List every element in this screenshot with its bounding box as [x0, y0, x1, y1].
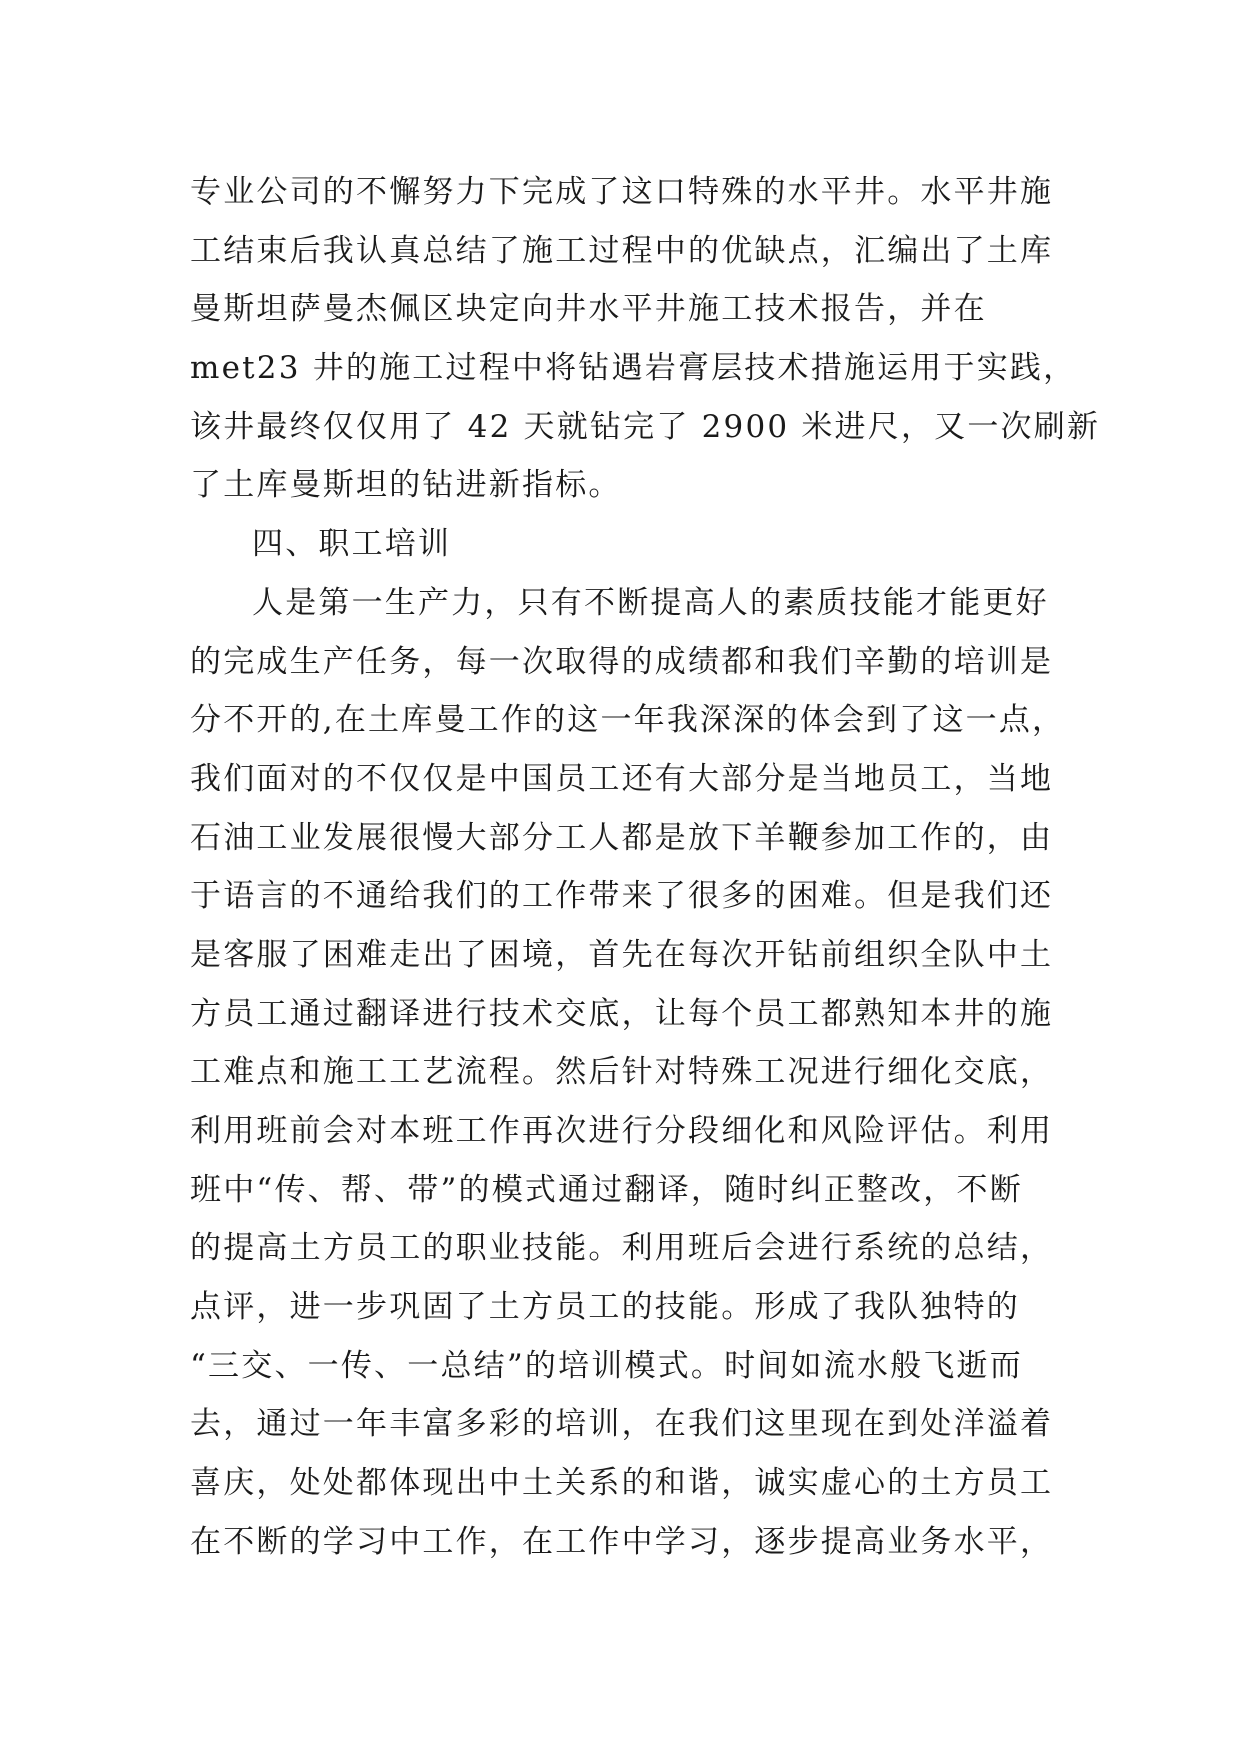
- text-line: 的提高土方员工的职业技能。利用班后会进行系统的总结，: [190, 1230, 1054, 1267]
- text-line: 利用班前会对本班工作再次进行分段细化和风险评估。利用: [190, 1113, 1054, 1149]
- text-line: met23 井的施工过程中将钻遇岩膏层技术措施运用于实践，: [190, 350, 1077, 387]
- text-line: 专业公司的不懈努力下完成了这口特殊的水平井。水平井施: [190, 174, 1054, 210]
- text-line: 我们面对的不仅仅是中国员工还有大部分是当地员工，当地: [190, 760, 1054, 797]
- text-line: 该井最终仅仅用了 42 天就钻完了 2900 米进尺，又一次刷新: [190, 408, 1101, 445]
- document-body: [190, 163, 1101, 1572]
- text-line: 分不开的,在土库曼工作的这一年我深深的体会到了这一点，: [190, 702, 1066, 739]
- text-line: 人是第一生产力，只有不断提高人的素质技能才能更好: [252, 584, 1049, 621]
- paragraph-2: [190, 574, 1070, 1572]
- text-line: 是客服了困难走出了困境，首先在每次开钻前组织全队中土: [190, 936, 1054, 973]
- text-line: “三交、一传、一总结”的培训模式。时间如流水般飞逝而: [190, 1347, 1023, 1384]
- text-line: 在不断的学习中工作，在工作中学习，逐步提高业务水平，: [190, 1523, 1054, 1560]
- text-line: 班中“传、帮、带”的模式通过翻译，随时纠正整改，不断: [190, 1171, 1023, 1208]
- text-line: 工难点和施工工艺流程。然后针对特殊工况进行细化交底，: [190, 1054, 1054, 1091]
- text-line: 于语言的不通给我们的工作带来了很多的困难。但是我们还: [190, 878, 1054, 915]
- text-line: 石油工业发展很慢大部分工人都是放下羊鞭参加工作的，由: [190, 819, 1054, 856]
- paragraph-1: [190, 163, 1101, 515]
- section-heading: 四、职工培训: [252, 526, 452, 563]
- text-line: 曼斯坦萨曼杰佩区块定向井水平井施工技术报告，并在: [190, 291, 987, 328]
- text-line: 了土库曼斯坦的钻进新指标。: [190, 467, 622, 504]
- text-line: 点评，进一步巩固了土方员工的技能。形成了我队独特的: [190, 1289, 1020, 1326]
- text-line: 工结束后我认真总结了施工过程中的优缺点，汇编出了土库: [190, 232, 1054, 269]
- text-line: 喜庆，处处都体现出中土关系的和谐，诚实虚心的土方员工: [190, 1465, 1054, 1502]
- text-line: 的完成生产任务，每一次取得的成绩都和我们辛勤的培训是: [190, 643, 1054, 680]
- text-line: 方员工通过翻译进行技术交底，让每个员工都熟知本井的施: [190, 995, 1054, 1032]
- text-line: 去，通过一年丰富多彩的培训，在我们这里现在到处洋溢着: [190, 1406, 1054, 1443]
